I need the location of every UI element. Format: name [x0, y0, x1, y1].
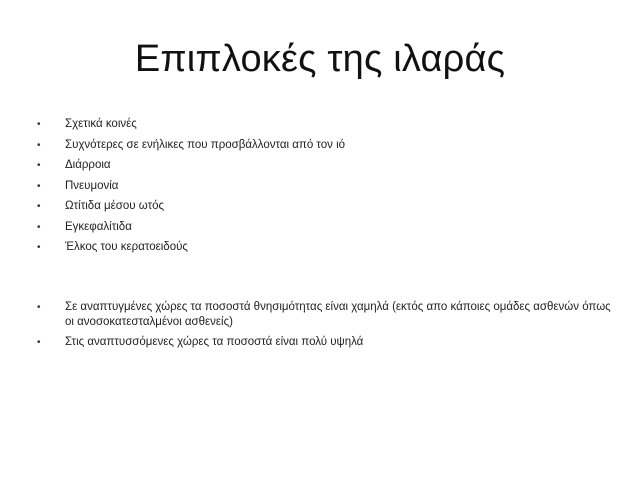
list-item-text: Συχνότερες σε ενήλικες που προσβάλλονται από τον ιό — [65, 138, 346, 151]
list-item-text: Ωτίτιδα μέσου ωτός — [65, 200, 165, 212]
list-item — [32, 335, 612, 350]
list-item — [32, 220, 612, 241]
list-item-text: Εγκεφαλίτιδα — [65, 220, 132, 233]
mortality-list — [32, 300, 612, 355]
bullet-icon: • — [37, 119, 41, 130]
bullet-icon: • — [37, 337, 41, 348]
complications-list — [32, 117, 612, 261]
bullet-icon: • — [37, 160, 41, 171]
list-item — [32, 179, 612, 200]
list-item-text: Πνευμονία — [65, 179, 119, 192]
bullet-icon: • — [37, 242, 41, 253]
bullet-icon: • — [37, 201, 41, 212]
list-item — [32, 138, 612, 159]
list-item — [32, 199, 612, 220]
bullet-icon: • — [37, 302, 41, 313]
list-item — [32, 300, 612, 330]
bullet-icon: • — [37, 180, 41, 192]
list-item-text: Στις αναπτυσσόμενες χώρες τα ποσοστά είναι πολύ υψηλά — [65, 336, 364, 348]
list-item — [32, 158, 612, 179]
list-item-text: Διάρροια — [65, 159, 111, 171]
list-item-text: Έλκος του κερατοειδούς — [65, 241, 188, 253]
bullet-icon: • — [37, 221, 41, 233]
list-item-text: Σε αναπτυγμένες χώρες τα ποσοστά θνησιμότητας είναι χαμηλά (εκτός απο κάποιες ομάδες ασθενών όπως οι ανοσοκατεσταλμένοι ασθενείς) — [65, 301, 611, 328]
list-item-text: Σχετικά κοινές — [65, 118, 137, 130]
bullet-icon: • — [37, 139, 41, 151]
slide-title: Επιπλοκές της ιλαράς — [134, 38, 506, 80]
list-item — [32, 240, 612, 261]
list-item — [32, 117, 612, 138]
